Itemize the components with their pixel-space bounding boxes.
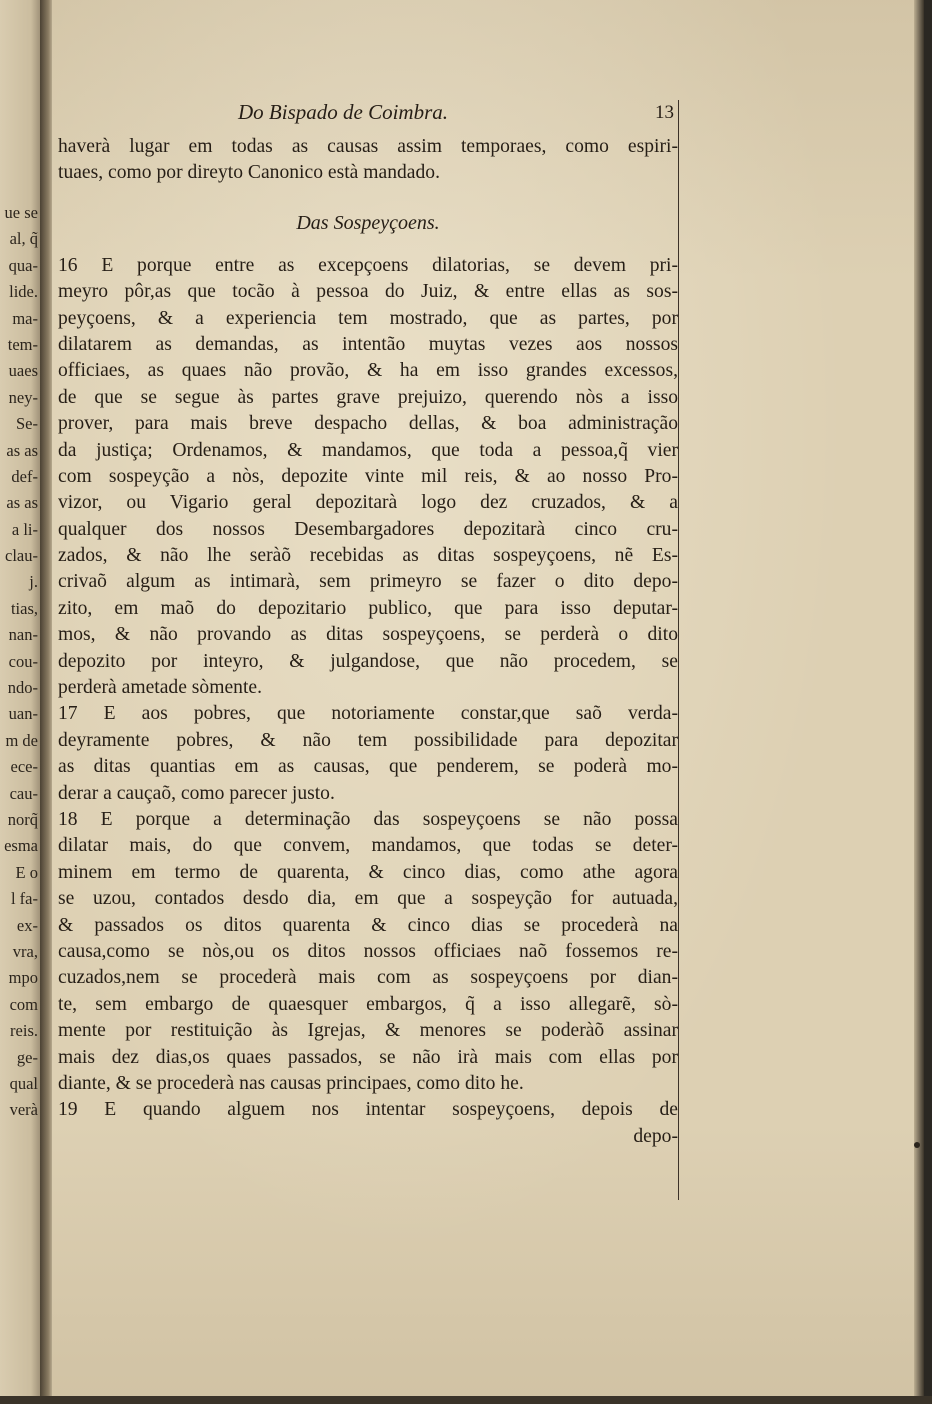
- section-heading: Das Sospeyçoens.: [296, 211, 440, 234]
- margin-fragment: ece-: [10, 757, 38, 777]
- text-line: te, sem embargo de quaesquer embargos, q̃ a isso allegarẽ, sò-: [58, 993, 678, 1015]
- margin-fragment: qual: [9, 1073, 38, 1093]
- text-line: deyramente pobres, & não tem possibilidade para depozitar: [58, 729, 678, 751]
- margin-fragment: uan-: [8, 704, 38, 724]
- margin-fragment: ma-: [12, 308, 38, 328]
- text-line: meyro pôr,as que tocão à pessoa do Juiz, & entre ellas as sos-: [58, 281, 678, 303]
- margin-fragment: ge-: [16, 1047, 38, 1067]
- margin-fragment: Se-: [16, 414, 38, 434]
- text-line: crivaõ algum as intimarà, sem primeyro se fazer o dito depo-: [58, 571, 678, 593]
- margin-fragment: ue se: [4, 203, 38, 222]
- body-text: [58, 253, 678, 1124]
- text-line: se uzou, contados desdo dia, em que a sospeyção for autuada,: [58, 888, 678, 910]
- text-line: tuaes, como por direyto Canonico està mandado.: [58, 162, 440, 184]
- margin-fragment: qua-: [8, 255, 38, 275]
- margin-fragment: tias,: [10, 598, 38, 618]
- opening-paragraph: [58, 134, 678, 187]
- text-line: mente por restituição às Igrejas, & menores se poderàõ assinar: [58, 1020, 678, 1042]
- margin-fragment: esma: [4, 836, 38, 856]
- text-line: dilatar mais, do que convem, mandamos, que todas se deter-: [58, 835, 678, 857]
- catchword: depo-: [633, 1125, 678, 1147]
- text-line: haverà lugar em todas as causas assim temporaes, como espiri-: [58, 136, 678, 157]
- text-line: officiaes, as quaes não provão, & ha em isso grandes excessos,: [58, 360, 678, 382]
- margin-fragment: uaes: [8, 361, 38, 381]
- page-number: 13: [655, 102, 674, 123]
- margin-fragment: cou-: [8, 651, 38, 671]
- previous-page-text-fragments: [0, 200, 38, 1124]
- margin-fragment: ney-: [8, 387, 38, 407]
- running-header-title: Do Bispado de Coimbra.: [238, 100, 448, 124]
- margin-fragment: def-: [11, 466, 38, 486]
- text-line: 18 E porque a determinação das sospeyçoens se não possa: [58, 808, 678, 830]
- page-bottom-edge: [0, 1396, 932, 1404]
- text-line: cuzados,nem se procederà mais com as sospeyçoens por dian-: [58, 967, 678, 989]
- previous-page-edge: [0, 0, 44, 1404]
- text-line: minem em termo de quarenta, & cinco dias, como athe agora: [58, 861, 678, 883]
- ink-spot: [914, 1142, 920, 1148]
- margin-fragment: E o: [15, 862, 38, 882]
- text-line: derar a cauçaõ, como parecer justo.: [58, 782, 335, 804]
- page-text-block: [58, 100, 678, 1150]
- text-line: dilatarem as demandas, as intentão muytas vezes aos nossos: [58, 333, 678, 355]
- margin-fragment: mpo: [8, 968, 38, 988]
- margin-fragment: tem-: [7, 334, 38, 354]
- text-line: mos, & não provando as ditas sospeyçoens, se perderà o dito: [58, 624, 678, 646]
- text-line: zados, & não lhe seràõ recebidas as ditas sospeyçoens, nẽ Es-: [58, 545, 678, 567]
- text-line: perderà ametade sòmente.: [58, 677, 262, 699]
- margin-fragment: as as: [6, 493, 38, 513]
- text-line: zito, em maõ do depozitario publico, que para isso deputar-: [58, 597, 678, 619]
- margin-fragment: verà: [9, 1100, 38, 1120]
- text-line: prover, para mais breve despacho dellas, & boa administração: [58, 413, 678, 435]
- text-line: qualquer dos nossos Desembargadores depozitarà cinco cru-: [58, 518, 678, 540]
- margin-fragment: reis.: [10, 1021, 38, 1041]
- text-line: & passados os ditos quarenta & cinco dias se procederà na: [58, 914, 678, 936]
- text-line: peyçoens, & a experiencia tem mostrado, que as partes, por: [58, 307, 678, 329]
- margin-fragment: vra,: [12, 941, 38, 961]
- margin-fragment: lide.: [9, 282, 38, 302]
- text-line: diante, & se procederà nas causas principaes, como dito he.: [58, 1072, 524, 1094]
- margin-fragment: ex-: [16, 915, 38, 935]
- margin-fragment: nan-: [8, 625, 38, 645]
- margin-rule: [678, 100, 679, 1200]
- margin-fragment: m de: [5, 730, 38, 750]
- text-line: depozito por inteyro, & julgandose, que não procedem, se: [58, 650, 678, 672]
- margin-fragment: a li-: [11, 519, 38, 539]
- margin-fragment: as as: [6, 440, 38, 460]
- margin-fragment: j.: [29, 572, 38, 592]
- text-line: 19 E quando alguem nos intentar sospeyçoens, depois de: [58, 1099, 678, 1121]
- text-line: as ditas quantias em as causas, que penderem, se poderà mo-: [58, 756, 678, 778]
- page-right-edge: [914, 0, 924, 1404]
- margin-fragment: norq̃: [7, 809, 38, 829]
- margin-fragment: l fa-: [10, 889, 38, 909]
- running-header: [58, 100, 678, 134]
- text-line: com sospeyção a nòs, depozite vinte mil reis, & ao nosso Pro-: [58, 465, 678, 487]
- text-line: de que se segue às partes grave prejuizo, querendo nòs a isso: [58, 386, 678, 408]
- margin-fragment: ndo-: [7, 678, 38, 698]
- text-line: vizor, ou Vigario geral depozitarà logo dez cruzados, & a: [58, 492, 678, 514]
- text-line: 17 E aos pobres, que notoriamente constar,que saõ verda-: [58, 703, 678, 725]
- margin-fragment: clau-: [5, 546, 38, 566]
- margin-fragment: al, q̃: [9, 229, 38, 249]
- text-line: da justiça; Ordenamos, & mandamos, que toda a pessoa,q̃ vier: [58, 439, 678, 461]
- text-line: mais dez dias,os quaes passados, se não irà mais com ellas por: [58, 1046, 678, 1068]
- text-line: 16 E porque entre as excepçoens dilatorias, se devem pri-: [58, 254, 678, 276]
- margin-fragment: cau-: [9, 783, 38, 803]
- margin-fragment: com: [9, 994, 38, 1014]
- text-line: causa,como se nòs,ou os ditos nossos officiaes naõ fossemos re-: [58, 940, 678, 962]
